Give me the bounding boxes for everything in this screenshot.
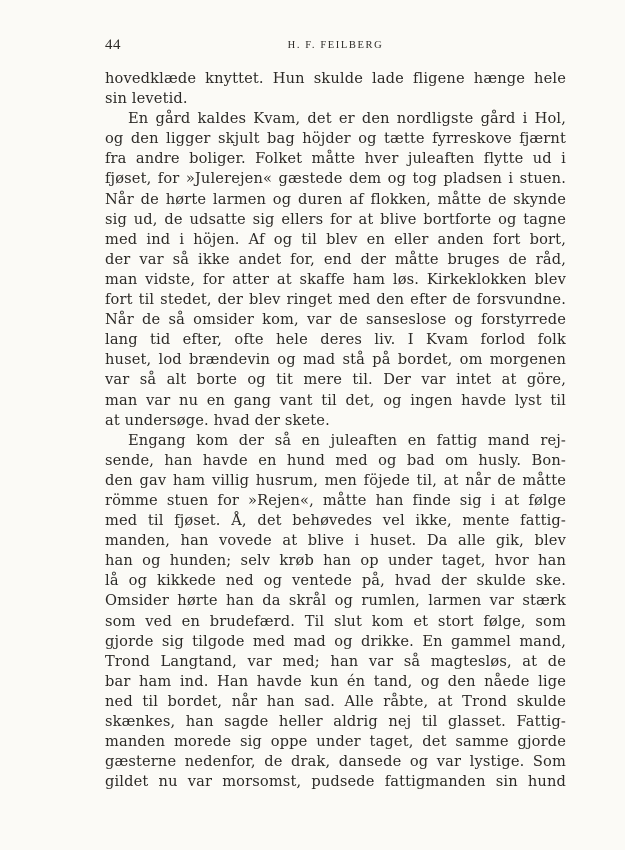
text-line: Engang kom der så en juleaften en fattig mand rej- (128, 431, 566, 449)
text-line: der var så ikke andet for, end der måtte bruges de råd, (105, 250, 566, 268)
text-line: og den ligger skjult bag höjder og tætte fyrreskove fjærnt (105, 130, 566, 148)
text-line: sig ud, de udsatte sig ellers for at blive bortforte og tagne (105, 210, 566, 228)
text-line: han og hunden; selv krøb han op under taget, hvor han (105, 552, 566, 570)
text-line: römme stuen for »Rejen«, måtte han finde sig i at følge (105, 491, 566, 509)
text-line: hovedklæde knyttet. Hun skulde lade fligene hænge hele (105, 70, 566, 87)
text-line: fra andre boliger. Folket måtte hver juleaften flytte ud i (105, 150, 566, 168)
text-line: gildet nu var morsomst, pudsede fattigmanden sin hund (105, 773, 566, 791)
body-text (105, 69, 566, 792)
text-line: som ved en brudefærd. Til slut kom et stort følge, som (105, 612, 566, 630)
text-line: med ind i höjen. Af og til blev en eller anden fort bort, (105, 230, 566, 248)
text-line: lå og kikkede ned og ventede på, hvad der skulde ske. (105, 572, 566, 590)
text-line: Omsider hørte han da skrål og rumlen, larmen var stærk (105, 592, 566, 610)
text-line: skænkes, han sagde heller aldrig nej til glasset. Fattig- (105, 713, 566, 730)
text-line: sin levetid. (105, 90, 188, 108)
page-number: 44 (105, 37, 121, 53)
text-line: var så alt borte og tit mere til. Der var intet at göre, (105, 371, 566, 389)
text-line: sende, han havde en hund med og bad om husly. Bon- (105, 451, 566, 469)
text-line: Når de hørte larmen og duren af flokken, måtte de skynde (105, 190, 566, 208)
text-line: manden morede sig oppe under taget, det samme gjorde (105, 733, 566, 751)
text-line: Når de så omsider kom, var de sanseslose og forstyrrede (105, 311, 566, 329)
text-line: huset, lod brændevin og mad stå på bordet, om morgenen (105, 351, 566, 369)
text-line: gjorde sig tilgode med mad og drikke. En gammel mand, (105, 632, 566, 650)
text-line: gæsterne nedenfor, de drak, dansede og var lystige. Som (105, 753, 566, 771)
text-line: fort til stedet, der blev ringet med den efter de forsvundne. (105, 291, 566, 309)
text-line: med til fjøset. Å, det behøvedes vel ikke, mente fattig- (105, 512, 566, 530)
text-line: man var nu en gang vant til det, og ingen havde lyst til (105, 391, 566, 409)
text-line: ned til bordet, når han sad. Alle råbte, at Trond skulde (105, 692, 566, 710)
text-line: man vidste, for atter at skaffe ham løs. Kirkeklokken blev (105, 270, 566, 288)
text-line: fjøset, for »Julerejen« gæstede dem og tog pladsen i stuen. (105, 170, 566, 188)
text-line: Trond Langtand, var med; han var så magtesløs, at de (105, 652, 566, 670)
text-line: En gård kaldes Kvam, det er den nordligste gård i Hol, (128, 110, 566, 128)
text-line: manden, han vovede at blive i huset. Da alle gik, blev (105, 532, 566, 550)
text-line: den gav ham villig husrum, men föjede til, at når de måtte (105, 471, 566, 489)
running-head: H. F. FEILBERG (287, 40, 384, 51)
text-line: at undersøge. hvad der skete. (105, 411, 330, 429)
text-line: bar ham ind. Han havde kun én tand, og den nåede lige (105, 672, 566, 690)
page-header (105, 37, 566, 57)
text-line: lang tid efter, ofte hele deres liv. I Kvam forlod folk (105, 331, 566, 349)
